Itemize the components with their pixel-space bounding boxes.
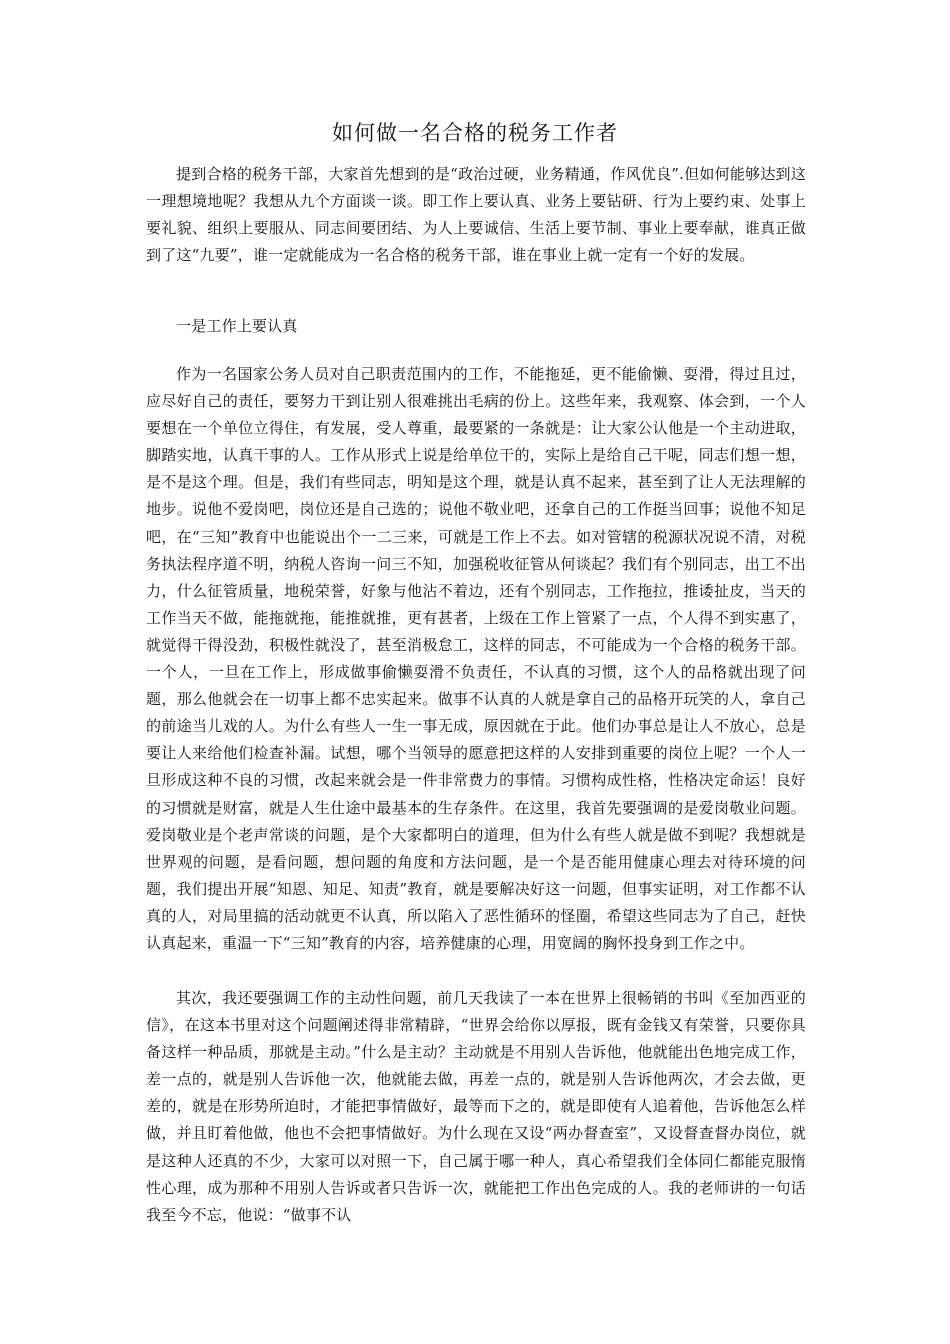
document-title: 如何做一名合格的税务工作者 — [332, 121, 618, 145]
body-paragraph-2: 其次，我还要强调工作的主动性问题，前几天我读了一本在世界上很畅销的书叫《至加西亚的信》，在这本书里对这个问题阐述得非常精辟，“世界会给你以厚报，既有金钱又有荣誉，只要你具备这样一种品质，那就是主动。”什么是主动？主动就是不用别人告诉他，他就能出色地完成工作，差一点的，就是别人告诉他一次，他就能去做，再差一点的，就是别人告诉他两次，才会去做，更差的，就是在形势所迫时，才能把事情做好，最等而下之的，就是即使有人追着他，告诉他怎么样做，并且盯着他做，他也不会把事情做好。为什么现在又设“两办督查室”，又设督查督办岗位，就是这种人还真的不少，大家可以对照一下，自己属于哪一种人，真心希望我们全体同仁都能克服惰性心理，成为那种不用别人告诉或者只告诉一次，就能把工作出色完成的人。我的老师讲的一句话我至今不忘，他说：“做事不认 — [146, 989, 806, 1224]
intro-paragraph: 提到合格的税务干部，大家首先想到的是“政治过硬，业务精通，作风优良”.但如何能够达到这一理想境地呢？我想从九个方面谈一谈。即工作上要认真、业务上要钻研、行为上要约束、处事上要礼貌、组织上要服从、同志间要团结、为人上要诚信、生活上要节制、事业上要奉献，谁真正做到了这“九要”，谁一定就能成为一名合格的税务干部，谁在事业上就一定有一个好的发展。 — [146, 165, 806, 265]
section-heading: 一是工作上要认真 — [176, 317, 298, 335]
body-paragraph-1: 作为一名国家公务人员对自己职责范围内的工作，不能拖延，更不能偷懒、耍滑，得过且过，应尽好自己的责任，要努力干到让别人很难挑出毛病的份上。这些年来，我观察、体会到，一个人要想在一个单位立得住，有发展，受人尊重，最要紧的一条就是：让大家公认他是一个主动进取，脚踏实地，认真干事的人。工作从形式上说是给单位干的，实际上是给自己干呢，同志们想一想，是不是这个理。但是，我们有些同志，明知是这个理，就是认真不起来，甚至到了让人无法理解的地步。说他不爱岗吧，岗位还是自己选的；说他不敬业吧，还拿自己的工作挺当回事；说他不知足吧，在“三知”教育中也能说出个一二三来，可就是工作上不去。如对管辖的税源状况说不清，对税务执法程序道不明，纳税人咨询一问三不知，加强税收征管从何谈起？我们有个别同志，出工不出力，什么征管质量，地税荣誉，好象与他沾不着边，还有个别同志，工作拖拉，推诿扯皮，当天的工作当天不做，能拖就拖，能推就推，更有甚者，上级在工作上管紧了一点，个人得不到实惠了，就觉得干得没劲，积极性就没了，甚至消极怠工，这样的同志，不可能成为一个合格的税务干部。一个人，一旦在工作上，形成做事偷懒耍滑不负责任，不认真的习惯，这个人的品格就出现了问题，那么他就会在一切事上都不忠实起来。做事不认真的人就是拿自己的品格开玩笑的人，拿自己的前途当儿戏的人。为什么有些人一生一事无成，原因就在于此。他们办事总是让人不放心，总是要让人来给他们检查补漏。试想，哪个当领导的愿意把这样的人安排到重要的岗位上呢？一个人一旦形成这种不良的习惯，改起来就会是一件非常费力的事情。习惯构成性格，性格决定命运！良好的习惯就是财富，就是人生仕途中最基本的生存条件。在这里，我首先要强调的是爱岗敬业问题。爱岗敬业是个老声常谈的问题，是个大家都明白的道理，但为什么有些人就是做不到呢？我想就是世界观的问题，是看问题，想问题的角度和方法问题，是一个是否能用健康心理去对待环境的问题，我们提出开展“知恩、知足、知责”教育，就是要解决好这一问题，但事实证明，对工作都不认真的人，对局里搞的活动就更不认真，所以陷入了恶性循环的怪圈，希望这些同志为了自己，赶快认真起来，重温一下“三知”教育的内容，培养健康的心理，用宽阔的胸怀投身到工作之中。 — [146, 365, 806, 952]
